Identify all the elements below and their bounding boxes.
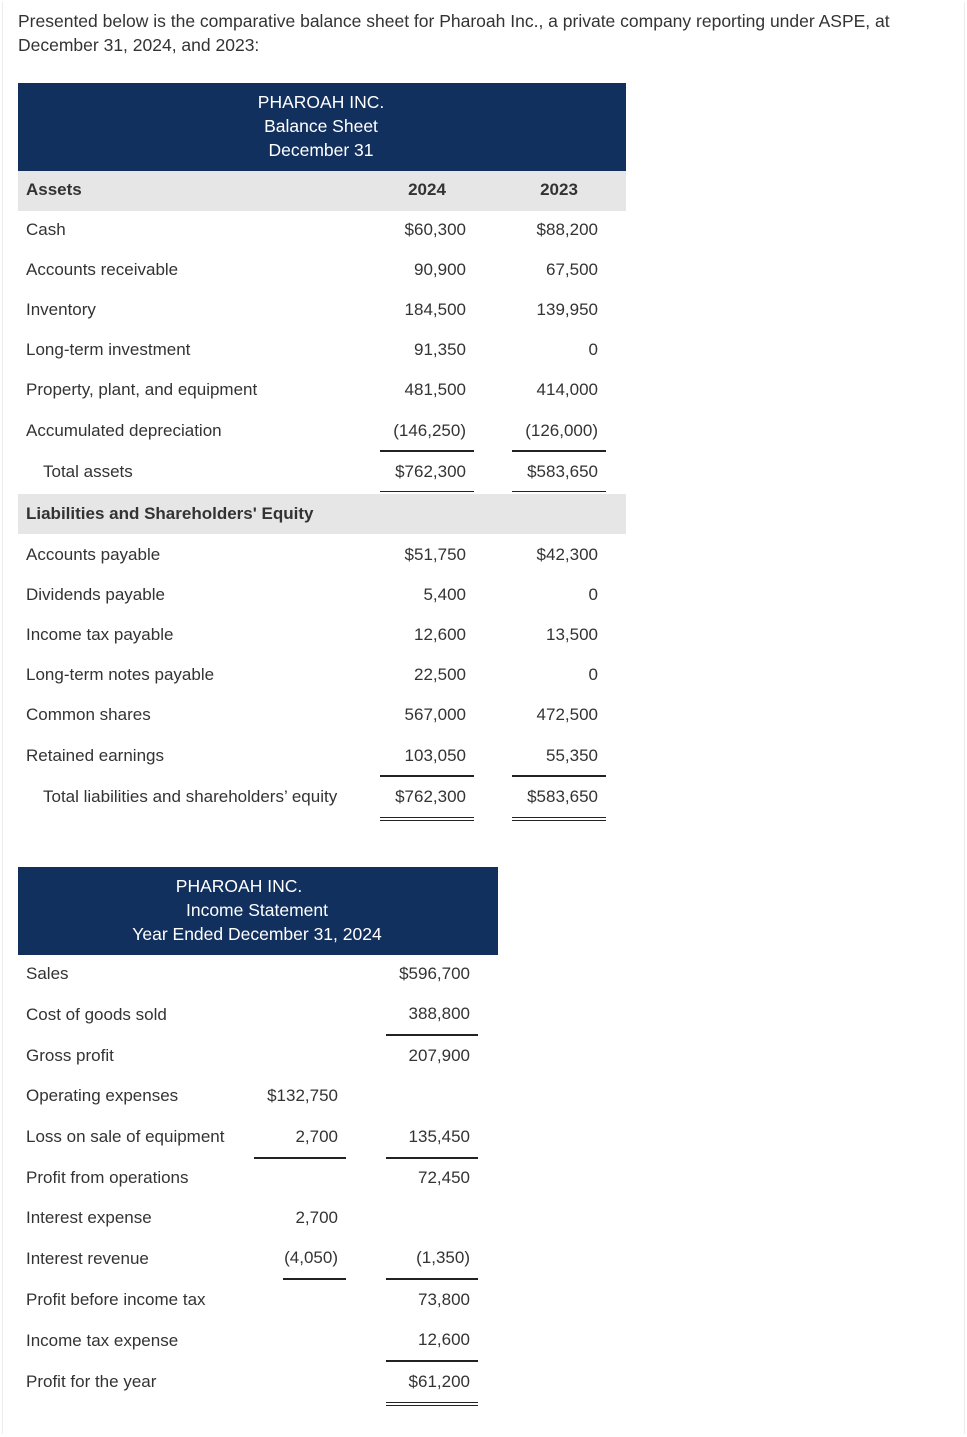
income-label: Income tax expense: [26, 1331, 179, 1350]
asset-2024: 184,500: [404, 300, 466, 319]
liability-2024: 567,000: [404, 705, 466, 724]
assets-heading: Assets: [26, 180, 82, 199]
liability-label: Accounts payable: [26, 545, 161, 564]
bs-title: Balance Sheet: [264, 116, 378, 136]
income-label: Profit for the year: [26, 1372, 157, 1391]
income-label: Interest expense: [26, 1208, 152, 1227]
income-label: Operating expenses: [26, 1086, 179, 1105]
intro-text: Presented below is the comparative balance sheet for Pharoah Inc., a private company reporting under ASPE, at December 31, 2024, and 2023:: [18, 11, 890, 55]
liability-label: Retained earnings: [26, 746, 164, 765]
total-liab-2023: $583,650: [527, 787, 598, 806]
liability-2023: 55,350: [546, 746, 598, 765]
liability-2023: 0: [588, 585, 598, 604]
income-outer: 12,600: [418, 1330, 470, 1349]
subtotal-rule: [512, 450, 606, 452]
subtotal-rule: [386, 1034, 478, 1036]
subtotal-rule: [512, 775, 606, 777]
asset-2023: 0: [588, 340, 598, 359]
asset-2024: (146,250): [393, 421, 466, 440]
liability-2023: $42,300: [536, 545, 598, 564]
income-inner: 2,700: [295, 1208, 338, 1227]
income-outer: 72,450: [418, 1168, 470, 1187]
asset-label: Accounts receivable: [26, 260, 179, 279]
bs-company: PHAROAH INC.: [257, 92, 385, 112]
subtotal-rule: [386, 1157, 478, 1159]
liability-2024: 22,500: [414, 665, 466, 684]
liability-label: Income tax payable: [26, 625, 174, 644]
liability-label: Common shares: [26, 705, 151, 724]
liability-2024: 103,050: [404, 746, 466, 765]
income-label: Profit before income tax: [26, 1290, 206, 1309]
income-statement-header: [18, 867, 498, 955]
liability-2024: 12,600: [414, 625, 466, 644]
asset-label: Accumulated depreciation: [26, 421, 222, 440]
subtotal-rule: [380, 450, 474, 452]
asset-2023: 67,500: [546, 260, 598, 279]
total-assets-label: Total assets: [43, 462, 133, 481]
income-outer: 135,450: [408, 1127, 470, 1146]
asset-label: Property, plant, and equipment: [26, 380, 258, 399]
liability-2023: 13,500: [546, 625, 598, 644]
asset-2023: $88,200: [536, 220, 598, 239]
asset-label: Cash: [26, 220, 66, 239]
subtotal-rule: [386, 1278, 478, 1280]
subtotal-rule: [254, 1157, 346, 1159]
asset-2023: (126,000): [525, 421, 598, 440]
income-outer: $596,700: [399, 964, 470, 983]
asset-label: Inventory: [26, 300, 96, 319]
income-outer: (1,350): [416, 1248, 470, 1267]
asset-label: Long-term investment: [26, 340, 191, 359]
balance-sheet-header: [18, 83, 626, 171]
total-liab-2024: $762,300: [395, 787, 466, 806]
income-label: Loss on sale of equipment: [26, 1127, 225, 1146]
income-label: Interest revenue: [26, 1249, 149, 1268]
total-assets-2023: $583,650: [527, 462, 598, 481]
asset-2024: $60,300: [404, 220, 466, 239]
liabilities-heading: Liabilities and Shareholders' Equity: [26, 504, 314, 523]
asset-2024: 90,900: [414, 260, 466, 279]
income-label: Sales: [26, 964, 69, 983]
liability-2023: 472,500: [536, 705, 598, 724]
income-inner: (4,050): [284, 1248, 338, 1267]
income-outer: 388,800: [408, 1004, 470, 1023]
liability-2024: $51,750: [404, 545, 466, 564]
subtotal-rule: [380, 775, 474, 777]
total-double-rule: [512, 817, 606, 821]
asset-2023: 414,000: [536, 380, 598, 399]
income-outer: 207,900: [408, 1046, 470, 1065]
asset-2024: 91,350: [414, 340, 466, 359]
col-2023-heading: 2023: [540, 180, 578, 199]
income-inner: 2,700: [295, 1127, 338, 1146]
liability-2024: 5,400: [423, 585, 466, 604]
asset-2023: 139,950: [536, 300, 598, 319]
liability-label: Long-term notes payable: [26, 665, 215, 684]
income-outer: 73,800: [418, 1290, 470, 1309]
total-liab-label: Total liabilities and shareholders’ equity: [43, 787, 338, 806]
asset-2024: 481,500: [404, 380, 466, 399]
income-inner: $132,750: [267, 1086, 338, 1105]
income-label: Cost of goods sold: [26, 1005, 167, 1024]
is-company: PHAROAH INC.: [175, 876, 303, 896]
is-period: Year Ended December 31, 2024: [132, 924, 382, 944]
subtotal-rule: [283, 1278, 346, 1280]
income-label: Gross profit: [26, 1046, 114, 1065]
is-title: Income Statement: [185, 900, 329, 920]
total-double-rule: [386, 1402, 478, 1406]
liability-label: Dividends payable: [26, 585, 165, 604]
liability-2023: 0: [588, 665, 598, 684]
total-assets-2024: $762,300: [395, 462, 466, 481]
income-label: Profit from operations: [26, 1168, 189, 1187]
total-double-rule: [380, 817, 474, 821]
income-outer: $61,200: [408, 1372, 470, 1391]
bs-date: December 31: [268, 140, 374, 160]
subtotal-rule: [386, 1360, 478, 1362]
col-2024-heading: 2024: [408, 180, 446, 199]
